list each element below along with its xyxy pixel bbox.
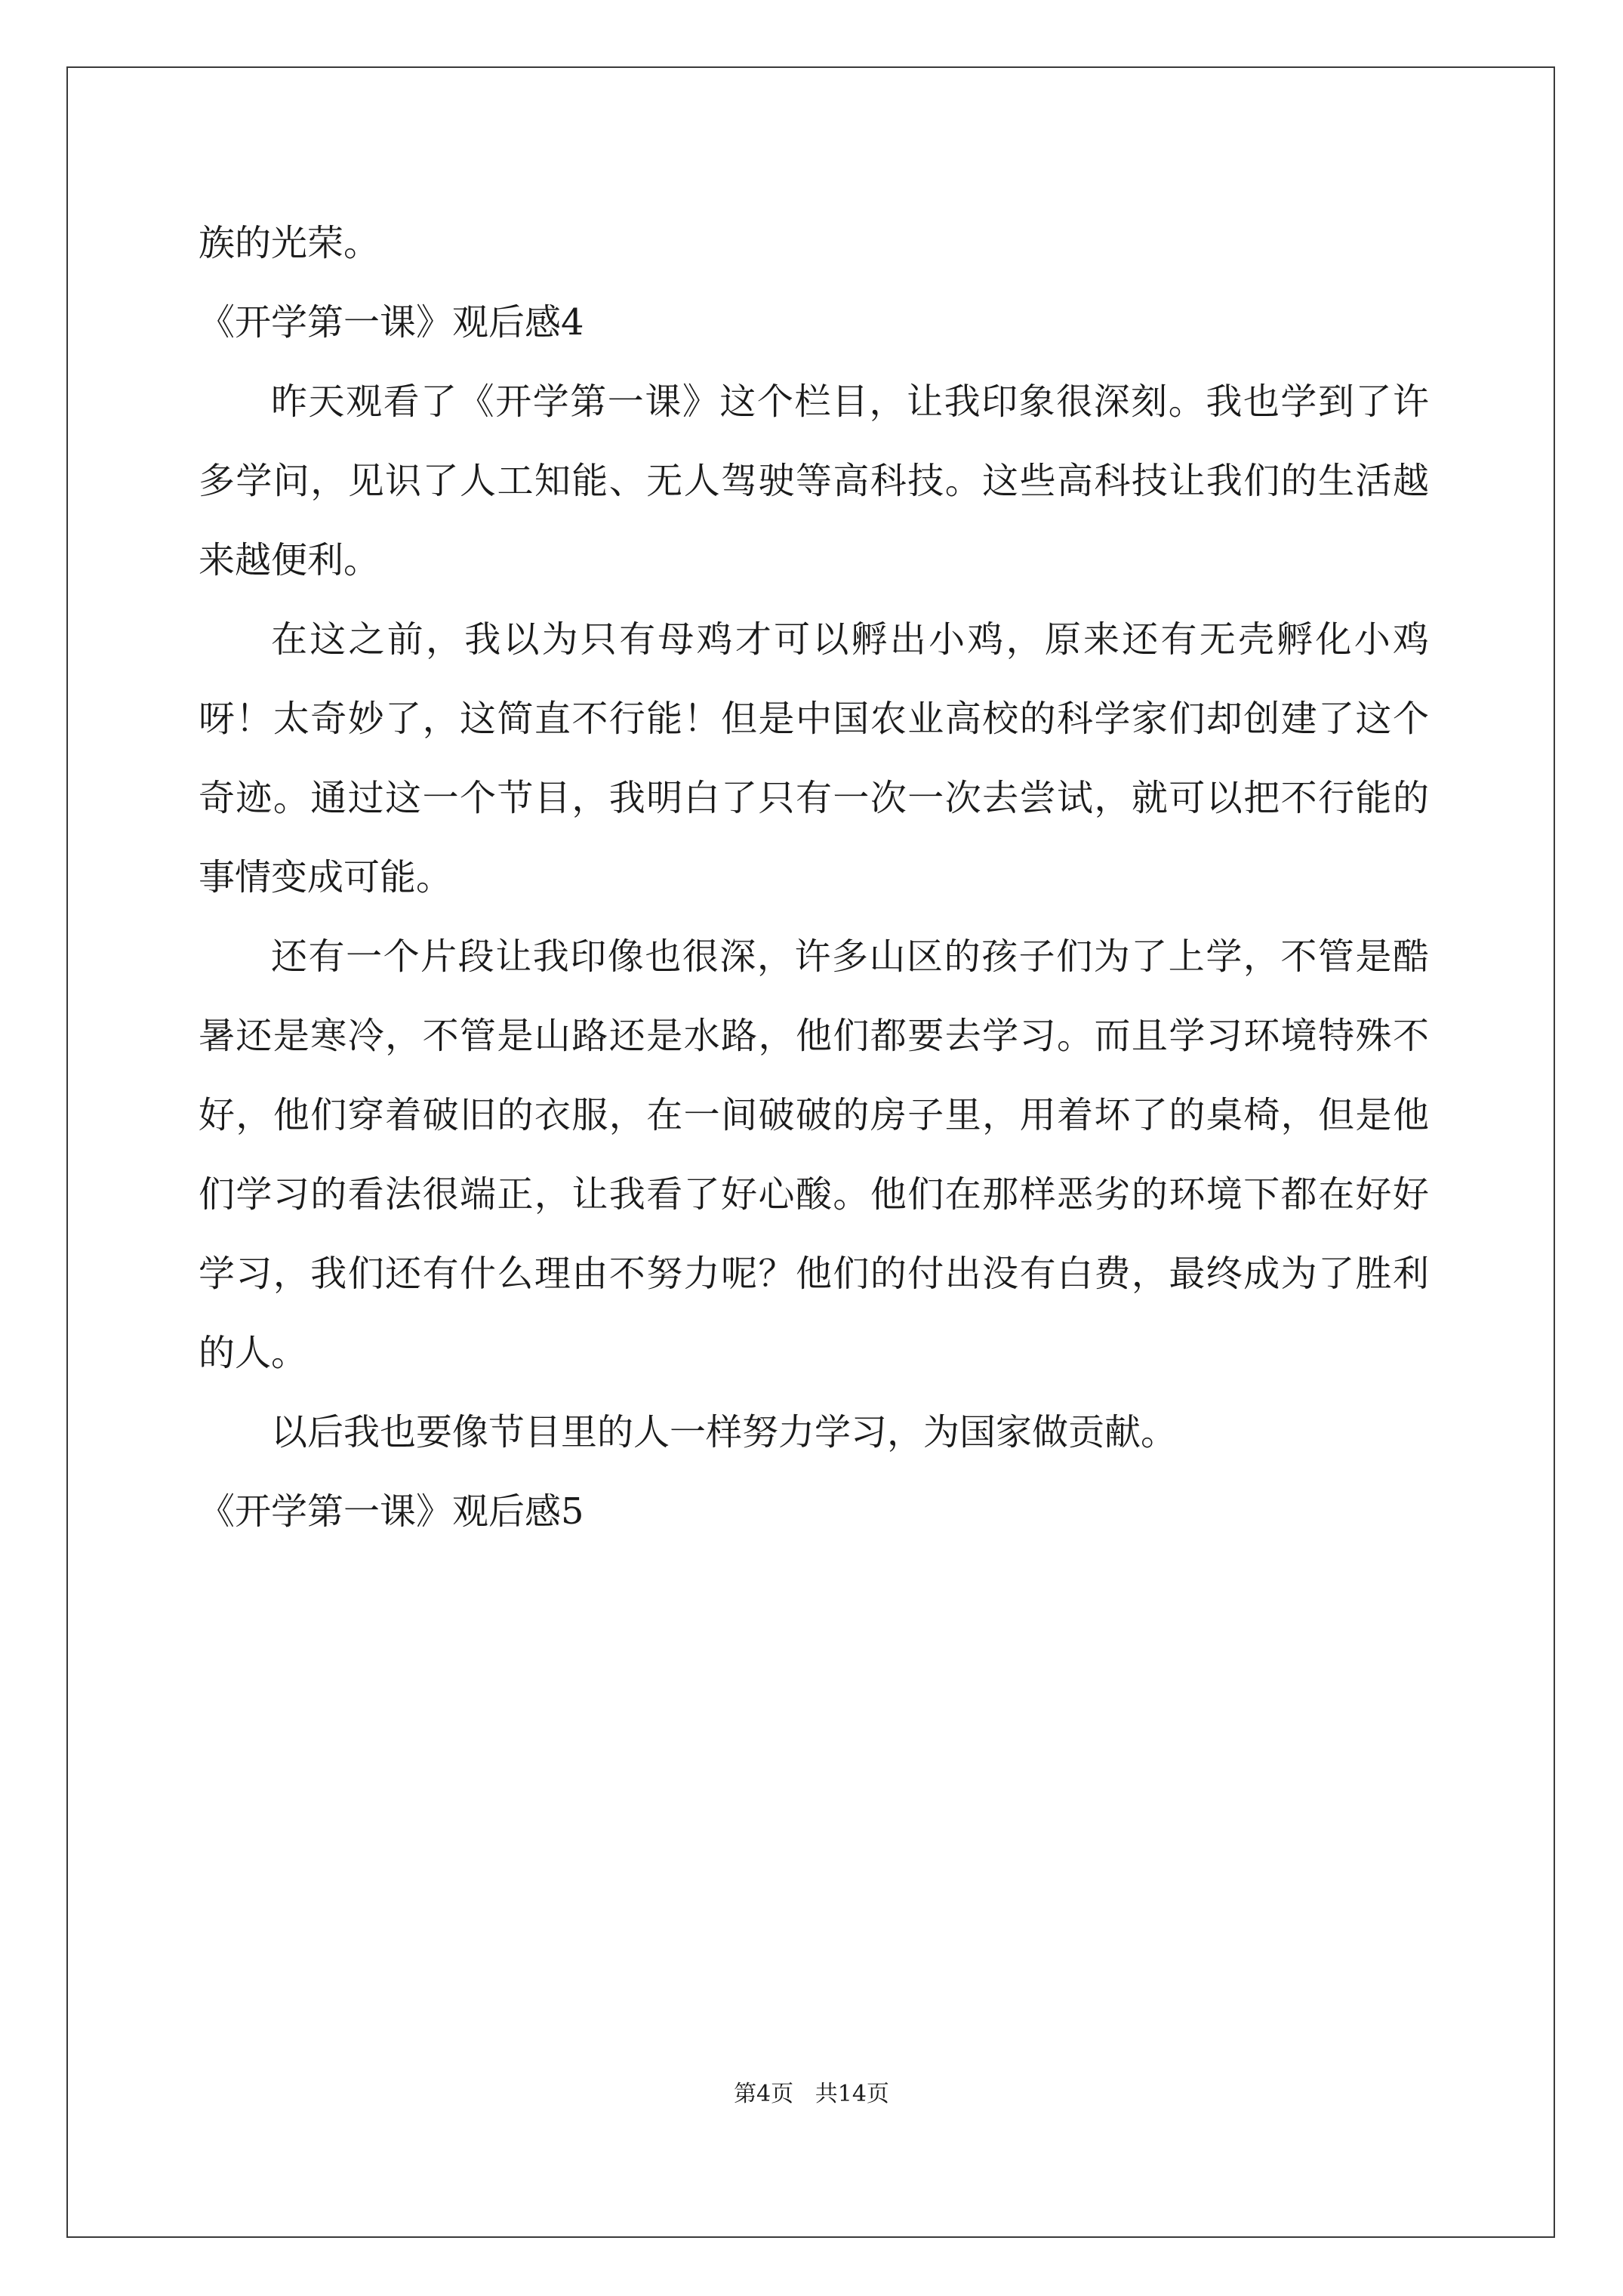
paragraph: 昨天观看了《开学第一课》这个栏目，让我印象很深刻。我也学到了许多学问，见识了人工知能、无人驾驶等高科技。这些高科技让我们的生活越来越便利。 xyxy=(199,381,1429,581)
section-heading-5: 《开学第一课》观后感5 xyxy=(199,1490,584,1533)
section-heading-4: 《开学第一课》观后感4 xyxy=(199,301,584,344)
paragraph: 在这之前，我以为只有母鸡才可以孵出小鸡，原来还有无壳孵化小鸡呀！太奇妙了，这简直不行能！但是中国农业高校的科学家们却创建了这个奇迹。通过这一个节目，我明白了只有一次一次去尝试，就可以把不行能的事情变成可能。 xyxy=(199,618,1429,898)
paragraph: 以后我也要像节目里的人一样努力学习，为国家做贡献。 xyxy=(271,1411,1178,1453)
paragraph: 还有一个片段让我印像也很深，许多山区的孩子们为了上学，不管是酷暑还是寒冷，不管是山路还是水路，他们都要去学习。而且学习环境特殊不好，他们穿着破旧的衣服，在一间破破的房子里，用着坏了的桌椅，但是他们学习的看法很端正，让我看了好心酸。他们在那样恶劣的环境下都在好好学习，我们还有什么理由不努力呢？他们的付出没有白费，最终成为了胜利的人。 xyxy=(199,935,1429,1374)
page-number: 第4页 共14页 xyxy=(734,2081,889,2107)
page-footer xyxy=(0,2075,1623,2108)
continuation-line: 族的光荣。 xyxy=(199,222,380,264)
document-body xyxy=(199,204,1429,1552)
